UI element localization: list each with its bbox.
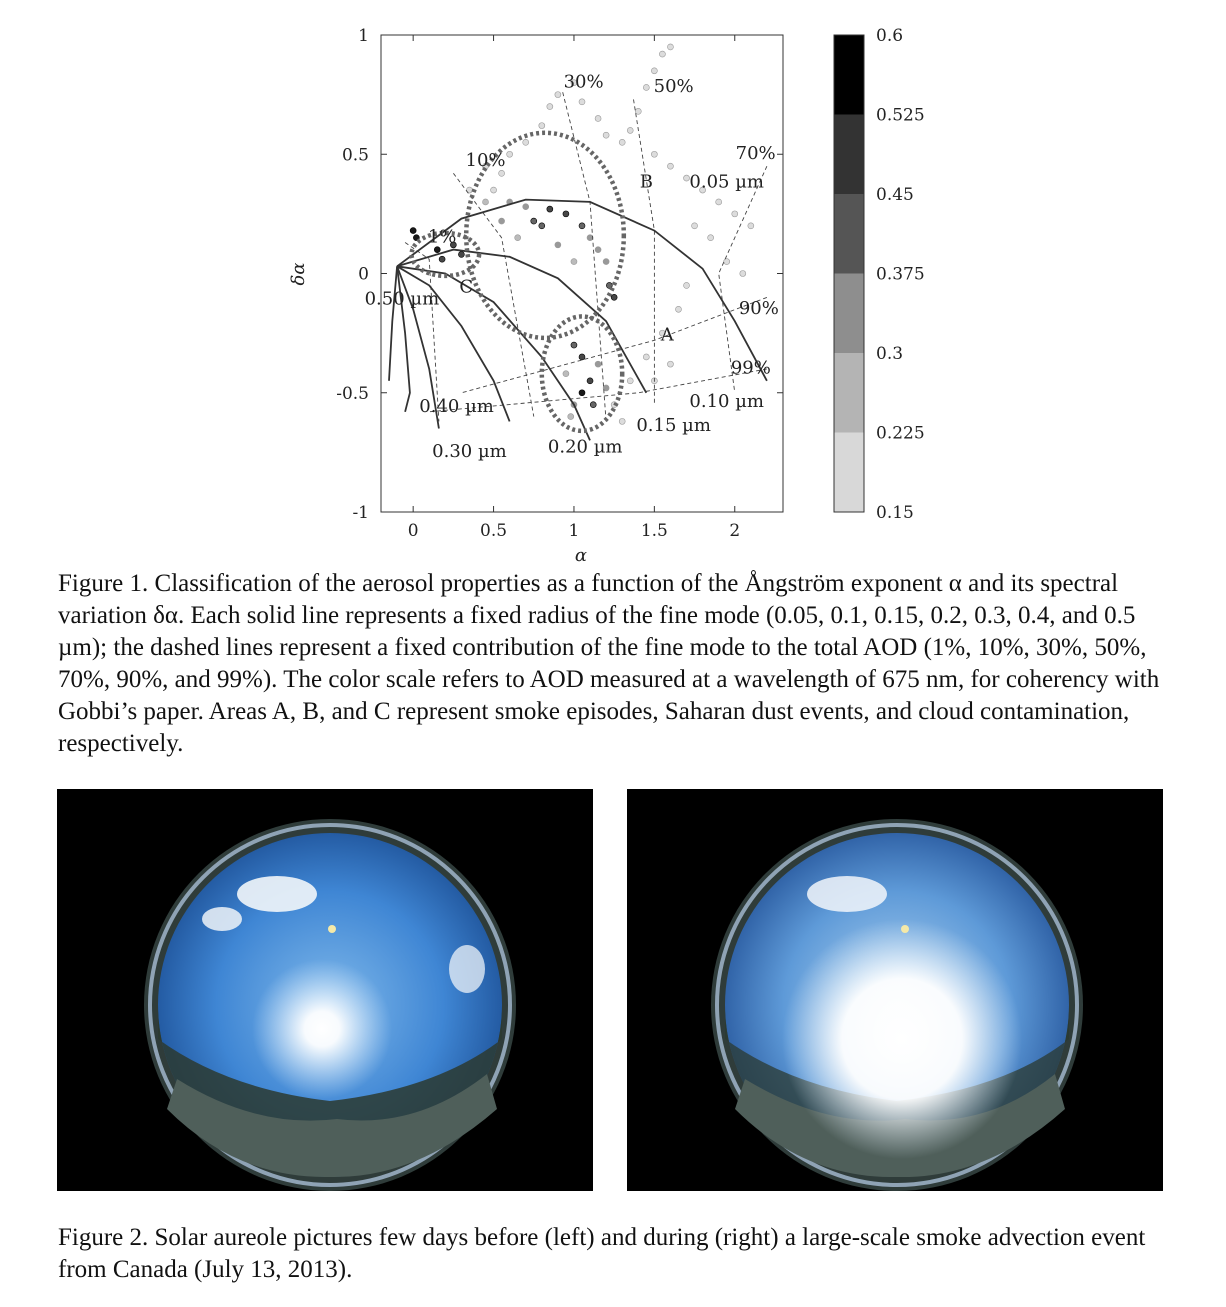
scatter-point [716,199,722,205]
y-axis-label: δα [288,262,309,286]
scatter-point [555,92,561,98]
scatter-point [684,282,690,288]
scatter-point [724,259,730,265]
plot-area [365,44,779,462]
scatter-point [579,223,585,229]
scatter-point [547,206,553,212]
y-tick-label: 0 [358,264,369,285]
scatter-point [531,218,537,224]
fraction-curve [563,92,606,421]
figure-1-chart [0,0,1226,570]
scatter-point [539,223,545,229]
scatter-point [434,247,440,253]
y-tick-label: -1 [352,503,369,523]
radius-label: 0.30 µm [432,441,507,463]
radius-label: 0.10 µm [689,391,765,413]
scatter-point [595,361,601,367]
radius-label: 0.05 µm [689,171,765,193]
scatter-point [590,402,596,408]
colorbar-tick-label: 0.525 [876,105,925,126]
scatter-point [651,151,657,157]
scatter-point [547,104,553,110]
scatter-point [627,127,633,133]
x-tick-label: 0.5 [480,521,508,541]
scatter-point [587,235,593,241]
scatter-point [458,251,464,257]
area-label: A [660,324,674,346]
scatter-point [692,223,698,229]
scatter-point [611,294,617,300]
fraction-label: 30% [563,71,604,93]
colorbar-tick-label: 0.15 [876,503,914,523]
colorbar [834,26,925,523]
figure-2-caption: Figure 2. Solar aureole pictures few days before (left) and during (right) a large-scale smoke advection event from Canada (July 13, 2013). [58,1224,1146,1283]
radius-label: 0.20 µm [547,436,623,458]
solar-aureole-photo-before [57,789,593,1191]
scatter-point [603,259,609,265]
scatter-point [667,163,673,169]
scatter-point [571,342,577,348]
fraction-label: 70% [735,143,776,165]
scatter-point [579,354,585,360]
scatter-point [748,223,754,229]
fraction-label: 99% [730,357,771,379]
colorbar-segment [834,194,864,274]
scatter-point [507,151,513,157]
scatter-point [563,211,569,217]
scatter-point [708,235,714,241]
scatter-point [579,99,585,105]
colorbar-tick-label: 0.375 [876,264,925,285]
scatter-point [675,306,681,312]
colorbar-segment [834,353,864,433]
aureole-glare [782,919,1022,1159]
colorbar-segment [834,433,864,513]
scatter-point [619,418,625,424]
colorbar-tick-label: 0.6 [876,26,904,46]
scatter-point [568,414,574,420]
scatter-point [667,361,673,367]
scatter-point [410,228,416,234]
colorbar-tick-label: 0.225 [876,423,925,444]
scatter-point [603,132,609,138]
x-tick-label: 2 [729,521,741,541]
scatter-point [643,354,649,360]
scatter-point [732,211,738,217]
colorbar-tick-label: 0.45 [876,185,914,205]
x-tick-label: 1.5 [640,521,668,541]
scatter-point [523,139,529,145]
y-tick-label: -0.5 [336,383,369,404]
solar-aureole-photo-during [627,789,1163,1191]
y-tick-label: 1 [358,26,369,46]
scatter-point [587,378,593,384]
scatter-point [483,199,489,205]
colorbar-segment [834,115,864,195]
figure-1-caption: Figure 1. Classification of the aerosol properties as a function of the Ångström exponent α and its spectral variation δα. Each solid line represents a fixed radius of the fine mode (0.05, 0.1, 0.15, 0.2, 0.3, 0.4, and 0.5 µm); the dashed lines represent a fixed contribution of the fine mode to the total AOD (1%, 10%, 30%, 50%, 70%, 90%, and 99%). The color scale refers to AOD measured at a wavelength of 675 nm, for coherency with Gobbi’s paper. Areas A, B, and C represent smoke episodes, Saharan dust events, and cloud contamination, respectively. [58,570,1160,757]
scatter-point [619,139,625,145]
fraction-curve [461,297,767,392]
scatter-point [643,84,649,90]
scatter-point [491,187,497,193]
area-label: C [459,276,474,298]
radius-label: 0.15 µm [636,414,711,436]
radius-curve [389,266,397,381]
sun-glare [252,959,392,1099]
scatter-point [515,235,521,241]
scatter-point [555,242,561,248]
scatter-point [571,259,577,265]
scatter-point [499,170,505,176]
colorbar-tick-label: 0.3 [876,344,904,364]
scatter-point [595,247,601,253]
fraction-label: 90% [738,298,779,320]
colorbar-segment [834,274,864,354]
scatter-point [667,44,673,50]
fraction-label: 10% [465,150,506,172]
x-axis-label: α [574,545,588,566]
area-label: B [639,171,653,193]
radius-label: 0.50 µm [364,288,440,310]
scatter-point [627,378,633,384]
scatter-point [595,115,601,121]
fraction-label: 50% [653,76,694,98]
x-tick-label: 1 [568,521,580,541]
scatter-point [539,123,545,129]
scatter-point [659,51,665,57]
x-tick-label: 0 [407,521,419,541]
scatter-point [523,204,529,210]
scatter-point [740,271,746,277]
y-tick-label: 0.5 [341,145,369,166]
scatter-point [439,256,445,262]
scatter-point [563,371,569,377]
radius-label: 0.40 µm [419,395,494,417]
fraction-label: 1% [427,226,457,248]
scatter-point [499,218,505,224]
colorbar-segment [834,35,864,115]
scatter-point [651,68,657,74]
scatter-point [579,390,585,396]
